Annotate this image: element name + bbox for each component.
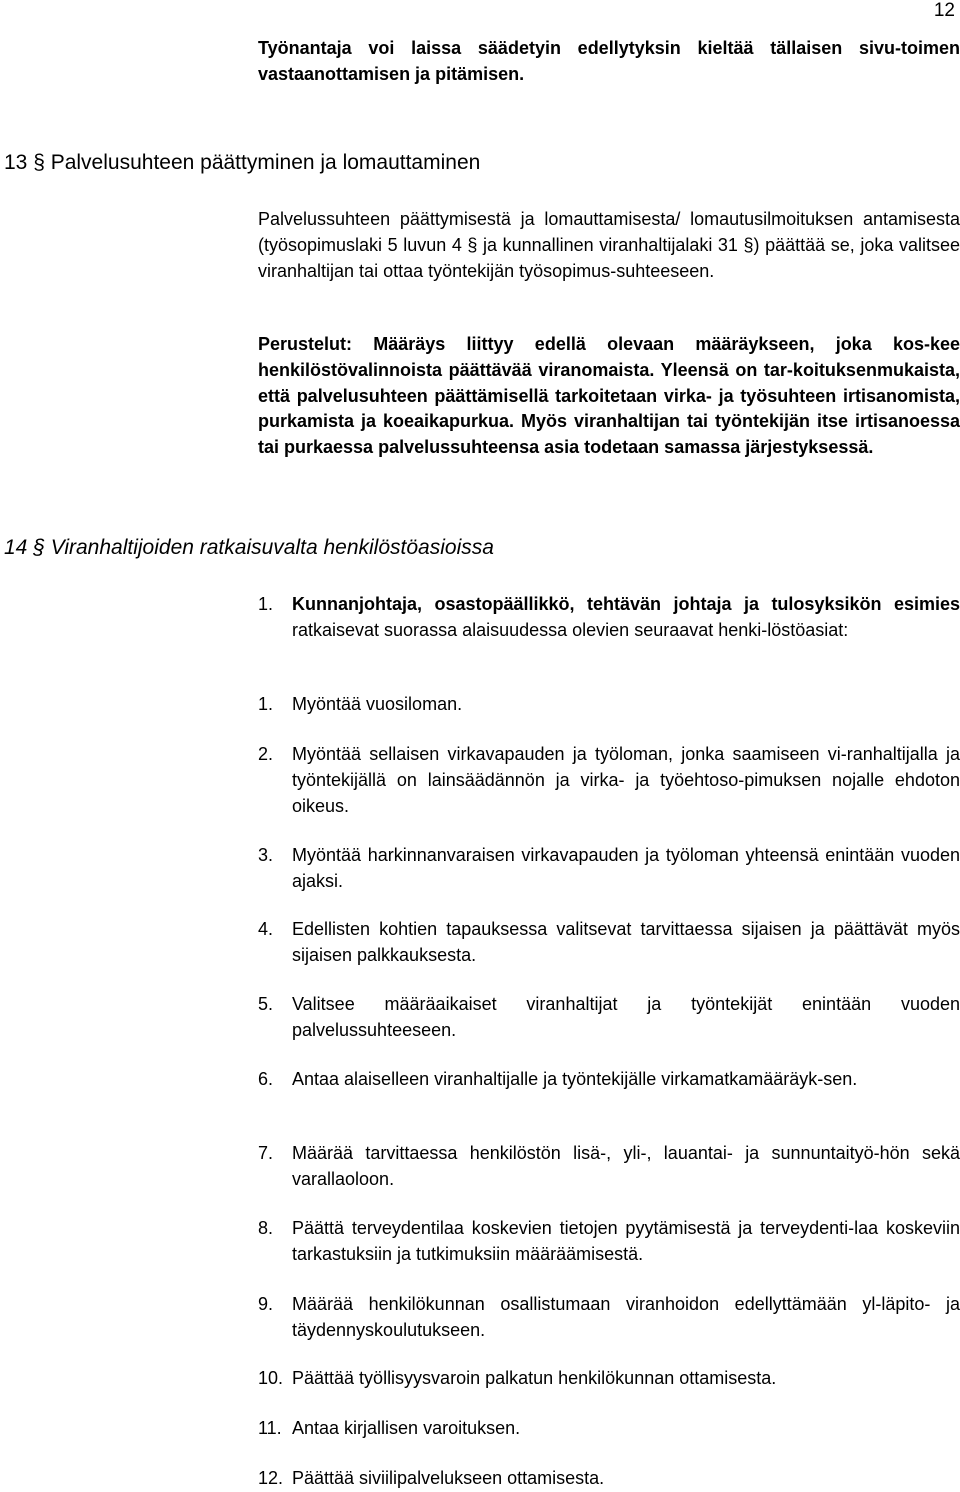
list-item — [258, 1216, 960, 1268]
intro-subjects: Kunnanjohtaja, osastopäällikkö, tehtävän johtaja ja tulosyksikön esimies — [292, 594, 960, 614]
list-item — [258, 1466, 960, 1492]
item-number: 7. — [258, 1143, 274, 1163]
intro-text — [292, 592, 960, 644]
item-text: Määrää henkilökunnan osallistumaan viranhoidon edellyttämään yl-läpito- ja täydennyskoulutukseen. — [292, 1294, 960, 1340]
item-text: Päättää siviilipalvelukseen ottamisesta. — [292, 1468, 605, 1488]
intro-number: 1. — [258, 594, 274, 614]
intro-predicate: ratkaisevat suorassa alaisuudessa olevien seuraavat henki-löstöasiat: — [292, 619, 849, 640]
list-item — [258, 1366, 960, 1392]
list-item — [258, 843, 960, 895]
list-item — [258, 1416, 960, 1442]
item-text: Myöntää vuosiloman. — [292, 694, 463, 714]
section-13-rationale: Perustelut: Määräys liittyy edellä olevaan määräykseen, joka kos-kee henkilöstövalinnoista päättävää viranomaista. Yleensä on tar-koituksenmukaista, että palvelusuhteen päättämisellä tarkoitetaan virka- ja työsuhteen irtisanomista, purkamista ja koeaikapurkua. Myös viranhaltijan tai työntekijän itse irtisanoessa tai purkaessa palvelussuhteensa asia todetaan samassa järjestyksessä. — [258, 334, 960, 458]
item-text: Edellisten kohtien tapauksessa valitsevat tarvittaessa sijaisen ja päättävät myös sijaisen palkkauksesta. — [292, 919, 960, 965]
list-item — [258, 1141, 960, 1193]
item-number: 1. — [258, 694, 274, 714]
item-number: 6. — [258, 1069, 274, 1089]
item-number: 4. — [258, 919, 274, 939]
page-number: 12 — [933, 0, 955, 21]
item-text: Päättää työllisyysvaroin palkatun henkilökunnan ottamisesta. — [292, 1368, 777, 1388]
item-number: 10. — [258, 1368, 284, 1388]
item-text: Antaa alaiselleen viranhaltijalle ja työntekijälle virkamatkamääräyk-sen. — [292, 1069, 858, 1089]
section-14-intro — [258, 592, 960, 644]
item-number: 3. — [258, 845, 274, 865]
item-number: 12. — [258, 1468, 284, 1488]
section-14-heading: 14 § Viranhaltijoiden ratkaisuvalta henkilöstöasioissa — [4, 536, 494, 559]
intro-paragraph: Työnantaja voi laissa säädetyin edellytyksin kieltää tällaisen sivu-toimen vastaanottamisen ja pitämisen. — [258, 38, 960, 84]
list-item — [258, 692, 960, 718]
item-text: Määrää tarvittaessa henkilöstön lisä-, yli-, lauantai- ja sunnuntaityö-hön sekä varallaoloon. — [292, 1143, 960, 1189]
item-text: Antaa kirjallisen varoituksen. — [292, 1418, 521, 1438]
item-number: 9. — [258, 1294, 274, 1314]
item-text: Myöntää harkinnanvaraisen virkavapauden ja työloman yhteensä enintään vuoden ajaksi. — [292, 845, 960, 891]
list-item — [258, 917, 960, 969]
list-item — [258, 742, 960, 819]
section-13-body: Palvelussuhteen päättymisestä ja lomauttamisesta/ lomautusilmoituksen antamisesta (työsopimuslaki 5 luvun 4 § ja kunnallinen viranhaltijalaki 31 §) päättää se, joka valitsee viranhaltijan tai ottaa työntekijän työsopimus-suhteeseen. — [258, 209, 960, 281]
list-item — [258, 992, 960, 1044]
item-number: 5. — [258, 994, 274, 1014]
item-number: 8. — [258, 1218, 274, 1238]
item-text: Myöntää sellaisen virkavapauden ja työloman, jonka saamiseen vi-ranhaltijalla ja työntekijällä on lainsäädännön ja virka- ja työehtoso-pimuksen nojalle ehdoton oikeus. — [292, 744, 960, 816]
item-text: Päättä terveydentilaa koskevien tietojen pyytämisestä ja terveydenti-laa koskeviin tarkastuksiin ja tutkimuksiin määräämisestä. — [292, 1218, 960, 1264]
item-text: Valitsee määräaikaiset viranhaltijat ja työntekijät enintään vuoden palvelussuhteeseen. — [292, 994, 960, 1040]
item-number: 2. — [258, 744, 274, 764]
item-number: 11. — [258, 1418, 282, 1438]
list-item — [258, 1292, 960, 1344]
section-13-heading: 13 § Palvelusuhteen päättyminen ja lomauttaminen — [4, 151, 481, 174]
list-item — [258, 1067, 960, 1093]
